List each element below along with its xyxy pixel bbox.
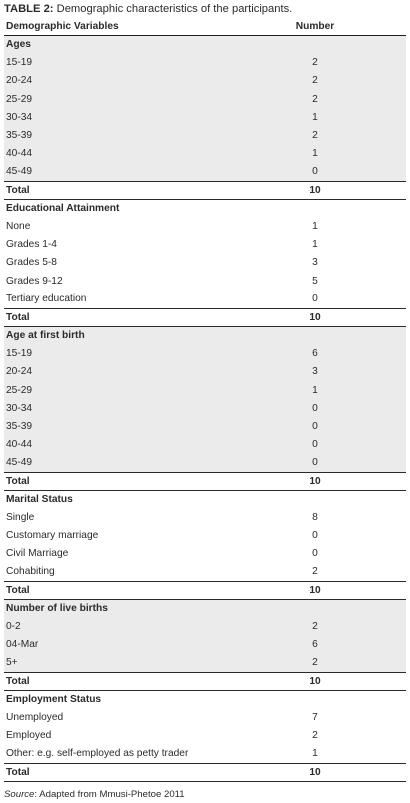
total-row (4, 763, 406, 781)
row-value: 2 (312, 657, 318, 669)
row-label: Civil Marriage (6, 548, 69, 560)
row-label: 15-19 (6, 348, 33, 360)
row-value: 0 (312, 439, 318, 451)
row-value: 2 (312, 621, 318, 633)
table-number: TABLE 2: (4, 3, 54, 15)
source-label: Source (4, 789, 35, 800)
row-label: 20-24 (6, 75, 33, 87)
section-heading-row (4, 599, 406, 617)
row-value: 1 (312, 220, 318, 232)
total-label: Total (4, 672, 224, 690)
table-row (4, 290, 406, 308)
section-heading-row (4, 327, 406, 345)
total-row (4, 308, 406, 326)
table-row (4, 217, 406, 235)
row-value: 6 (312, 348, 318, 360)
section-heading-row (4, 490, 406, 508)
table-row (4, 145, 406, 163)
table-row (4, 527, 406, 545)
total-label: Total (4, 763, 224, 781)
table-row (4, 90, 406, 108)
table-row (4, 363, 406, 381)
source-text: : Adapted from Mmusi-Phetoe 2011 (34, 789, 185, 800)
section-heading-row (4, 199, 406, 217)
total-value: 10 (224, 672, 406, 690)
table-title: Demographic characteristics of the participants. (53, 3, 293, 15)
row-label: Grades 1-4 (6, 239, 57, 251)
row-value: 0 (312, 421, 318, 433)
section-title: Employment Status (4, 690, 224, 708)
row-label: 5+ (6, 657, 18, 669)
row-value: 0 (312, 530, 318, 542)
row-value: 1 (312, 239, 318, 251)
total-row (4, 472, 406, 490)
table-row (4, 108, 406, 126)
row-label: Grades 9-12 (6, 275, 63, 287)
table-row (4, 254, 406, 272)
total-value: 10 (224, 763, 406, 781)
table-row (4, 654, 406, 672)
row-label: Employed (6, 730, 52, 742)
table-row (4, 636, 406, 654)
total-value: 10 (224, 308, 406, 326)
row-label: Grades 5-8 (6, 257, 57, 269)
section-title: Marital Status (4, 490, 224, 508)
row-label: 0-2 (6, 621, 21, 633)
row-value: 2 (312, 130, 318, 142)
total-value: 10 (224, 181, 406, 199)
table-row (4, 454, 406, 472)
section-title-blank (224, 690, 406, 708)
row-label: 40-44 (6, 148, 33, 160)
section-title-blank (224, 199, 406, 217)
section-title: Ages (4, 36, 224, 54)
table-section (4, 690, 406, 781)
section-title-blank (224, 327, 406, 345)
row-label: Cohabiting (6, 566, 55, 578)
section-title-blank (224, 490, 406, 508)
total-label: Total (4, 472, 224, 490)
section-title: Educational Attainment (4, 199, 224, 217)
total-row (4, 672, 406, 690)
demographics-table (4, 18, 406, 782)
row-label: None (6, 220, 31, 232)
row-label: 25-29 (6, 384, 33, 396)
table-header-row (4, 18, 406, 36)
table-row (4, 236, 406, 254)
row-value: 0 (312, 548, 318, 560)
table-row (4, 708, 406, 726)
total-label: Total (4, 581, 224, 599)
total-value: 10 (224, 472, 406, 490)
table-row (4, 163, 406, 181)
section-heading-row (4, 36, 406, 54)
row-label: 25-29 (6, 93, 33, 105)
table-row (4, 563, 406, 581)
row-label: Other: e.g. self-employed as petty trader (6, 748, 189, 760)
table-section (4, 199, 406, 326)
row-label: 30-34 (6, 402, 33, 414)
table-row (4, 399, 406, 417)
table-section (4, 490, 406, 599)
section-title-blank (224, 599, 406, 617)
table-row (4, 727, 406, 745)
row-label: 35-39 (6, 421, 33, 433)
section-title: Number of live births (4, 599, 224, 617)
table-row (4, 272, 406, 290)
table-row (4, 381, 406, 399)
row-value: 2 (312, 566, 318, 578)
table-row (4, 345, 406, 363)
row-value: 2 (312, 93, 318, 105)
section-title: Age at first birth (4, 327, 224, 345)
row-label: 15-19 (6, 57, 33, 69)
table-row (4, 545, 406, 563)
row-value: 0 (312, 457, 318, 469)
header-variables: Demographic Variables (4, 18, 224, 36)
total-value: 10 (224, 581, 406, 599)
row-label: Single (6, 511, 35, 523)
row-value: 7 (312, 712, 318, 724)
table-section (4, 599, 406, 690)
table-row (4, 126, 406, 144)
table-section (4, 327, 406, 491)
row-value: 1 (312, 148, 318, 160)
total-label: Total (4, 181, 224, 199)
row-label: Tertiary education (6, 293, 87, 305)
table-row (4, 54, 406, 72)
row-value: 1 (312, 384, 318, 396)
total-row (4, 181, 406, 199)
row-value: 2 (312, 57, 318, 69)
table-caption (4, 2, 292, 16)
row-value: 0 (312, 402, 318, 414)
row-label: 20-24 (6, 366, 33, 378)
row-value: 2 (312, 75, 318, 87)
row-label: Unemployed (6, 712, 64, 724)
row-label: 45-49 (6, 457, 33, 469)
row-label: 45-49 (6, 166, 33, 178)
row-label: Customary marriage (6, 530, 99, 542)
source-note (4, 789, 185, 801)
table-row (4, 72, 406, 90)
table-row (4, 436, 406, 454)
header-number: Number (224, 18, 406, 36)
row-value: 8 (312, 511, 318, 523)
row-value: 1 (312, 111, 318, 123)
row-value: 3 (312, 257, 318, 269)
row-value: 2 (312, 730, 318, 742)
row-value: 5 (312, 275, 318, 287)
row-value: 3 (312, 366, 318, 378)
row-value: 1 (312, 748, 318, 760)
row-value: 6 (312, 639, 318, 651)
row-value: 0 (312, 166, 318, 178)
row-label: 30-34 (6, 111, 33, 123)
row-label: 04-Mar (6, 639, 39, 651)
table-row (4, 618, 406, 636)
table-row (4, 745, 406, 763)
section-title-blank (224, 36, 406, 54)
row-label: 40-44 (6, 439, 33, 451)
table-section (4, 36, 406, 200)
total-row (4, 581, 406, 599)
section-heading-row (4, 690, 406, 708)
row-label: 35-39 (6, 130, 33, 142)
row-value: 0 (312, 293, 318, 305)
total-label: Total (4, 308, 224, 326)
table-row (4, 417, 406, 435)
table-row (4, 508, 406, 526)
